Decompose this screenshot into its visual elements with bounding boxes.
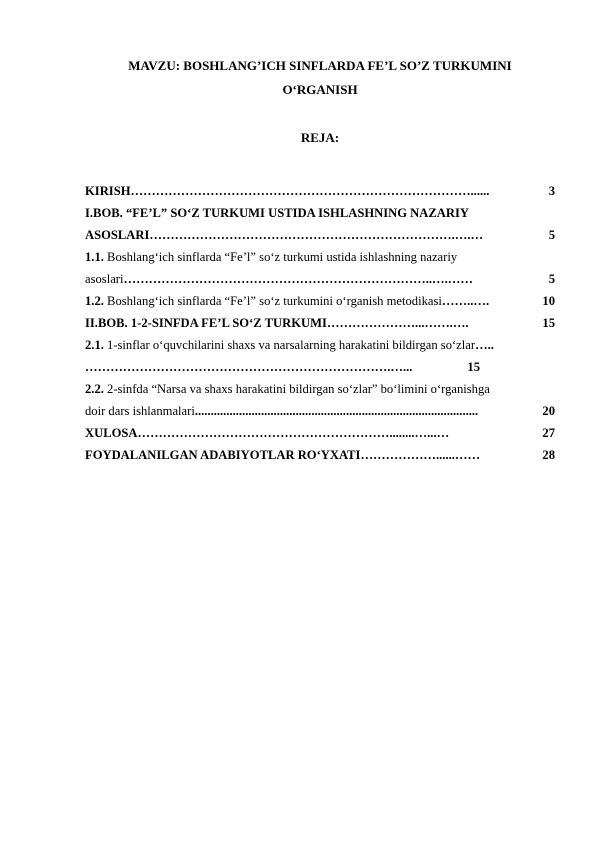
toc-entry-1-1-line-1 bbox=[85, 246, 555, 268]
toc-label: ASOSLARI bbox=[85, 228, 150, 242]
plan-heading: REJA: bbox=[300, 130, 340, 145]
toc-dots: ……..…. bbox=[441, 294, 490, 308]
toc-section-number: 1.1. bbox=[85, 250, 104, 264]
toc-dots: ….. bbox=[475, 338, 494, 352]
toc-page-number: 5 bbox=[548, 224, 555, 246]
toc-page-number: 5 bbox=[548, 268, 555, 290]
toc-entry-2-1-line-2 bbox=[85, 356, 480, 378]
toc-label: 1-sinflar o‘quvchilarini shaxs va narsalarning harakatini bildirgan so‘zlar bbox=[103, 338, 476, 352]
toc-section-number: 2.2. bbox=[85, 382, 104, 396]
toc-section-number: 1.2. bbox=[85, 294, 104, 308]
document-title-line-2: O‘RGANISH bbox=[282, 82, 358, 97]
toc-label: 2-sinfda “Narsa va shaxs harakatini bildirgan so‘zlar” bo‘limini o‘rganishga bbox=[103, 382, 490, 396]
toc-entry-xulosa bbox=[85, 422, 555, 444]
toc-label: Boshlang‘ich sinflarda “Fe’l” so‘z turkumi ustida ishlashning nazariy bbox=[103, 250, 458, 264]
toc-page-number: 3 bbox=[548, 180, 555, 202]
toc-label: I.BOB. “FE’L” SO‘Z TURKUMI USTIDA ISHLASHNING NAZARIY bbox=[85, 206, 469, 220]
toc-entry-1-1-line-2 bbox=[85, 268, 555, 290]
toc-label: Boshlang‘ich sinflarda “Fe’l” so‘z turkumini o‘rganish metodikasi bbox=[103, 294, 442, 308]
toc-dots: ……………………………………………………………….…... bbox=[85, 360, 413, 374]
toc-entry-1-2 bbox=[85, 290, 555, 312]
document-title-line-1: MAVZU: BOSHLANG’ICH SINFLARDA FE’L SO’Z TURKUMINI bbox=[128, 58, 512, 73]
toc-dots: ………………………………………………………………………...... bbox=[130, 184, 490, 198]
toc-entry-2-1-line-1 bbox=[85, 334, 555, 356]
toc-dots: ……………………………………………………........…...… bbox=[137, 426, 450, 440]
toc-page-number: 15 bbox=[541, 312, 555, 334]
toc-dots: ………………......…… bbox=[360, 448, 481, 462]
table-of-contents bbox=[85, 180, 555, 466]
toc-dots: …………………...…….…. bbox=[326, 316, 469, 330]
toc-page-number: 10 bbox=[541, 290, 555, 312]
toc-page-number: 15 bbox=[466, 356, 480, 378]
toc-dots: ……………………………………………………………….….… bbox=[149, 228, 484, 242]
toc-page-number: 20 bbox=[541, 400, 555, 422]
toc-label: KIRISH bbox=[85, 184, 131, 198]
toc-label: XULOSA bbox=[85, 426, 138, 440]
toc-label: doir dars ishlanmalari bbox=[85, 404, 195, 418]
toc-entry-foydalanilgan-adabiyotlar bbox=[85, 444, 555, 466]
toc-label: FOYDALANILGAN ADABIYOTLAR RO‘YXATI bbox=[85, 448, 361, 462]
toc-label: II.BOB. 1-2-SINFDA FE’L SO‘Z TURKUMI bbox=[85, 316, 327, 330]
toc-label: asoslari bbox=[85, 272, 124, 286]
toc-dots: ………………………………………………………………..….…… bbox=[123, 272, 473, 286]
toc-page-number: 27 bbox=[541, 422, 555, 444]
toc-entry-2-2-line-1 bbox=[85, 378, 555, 400]
toc-entry-bob1-line-2 bbox=[85, 224, 555, 246]
toc-entry-bob2 bbox=[85, 312, 555, 334]
toc-page-number: 28 bbox=[541, 444, 555, 466]
toc-entry-kirish bbox=[85, 180, 555, 202]
toc-entry-bob1-line-1 bbox=[85, 202, 555, 224]
toc-dots: .......................................................................................... bbox=[194, 404, 479, 418]
toc-section-number: 2.1. bbox=[85, 338, 104, 352]
toc-entry-2-2-line-2 bbox=[85, 400, 555, 422]
